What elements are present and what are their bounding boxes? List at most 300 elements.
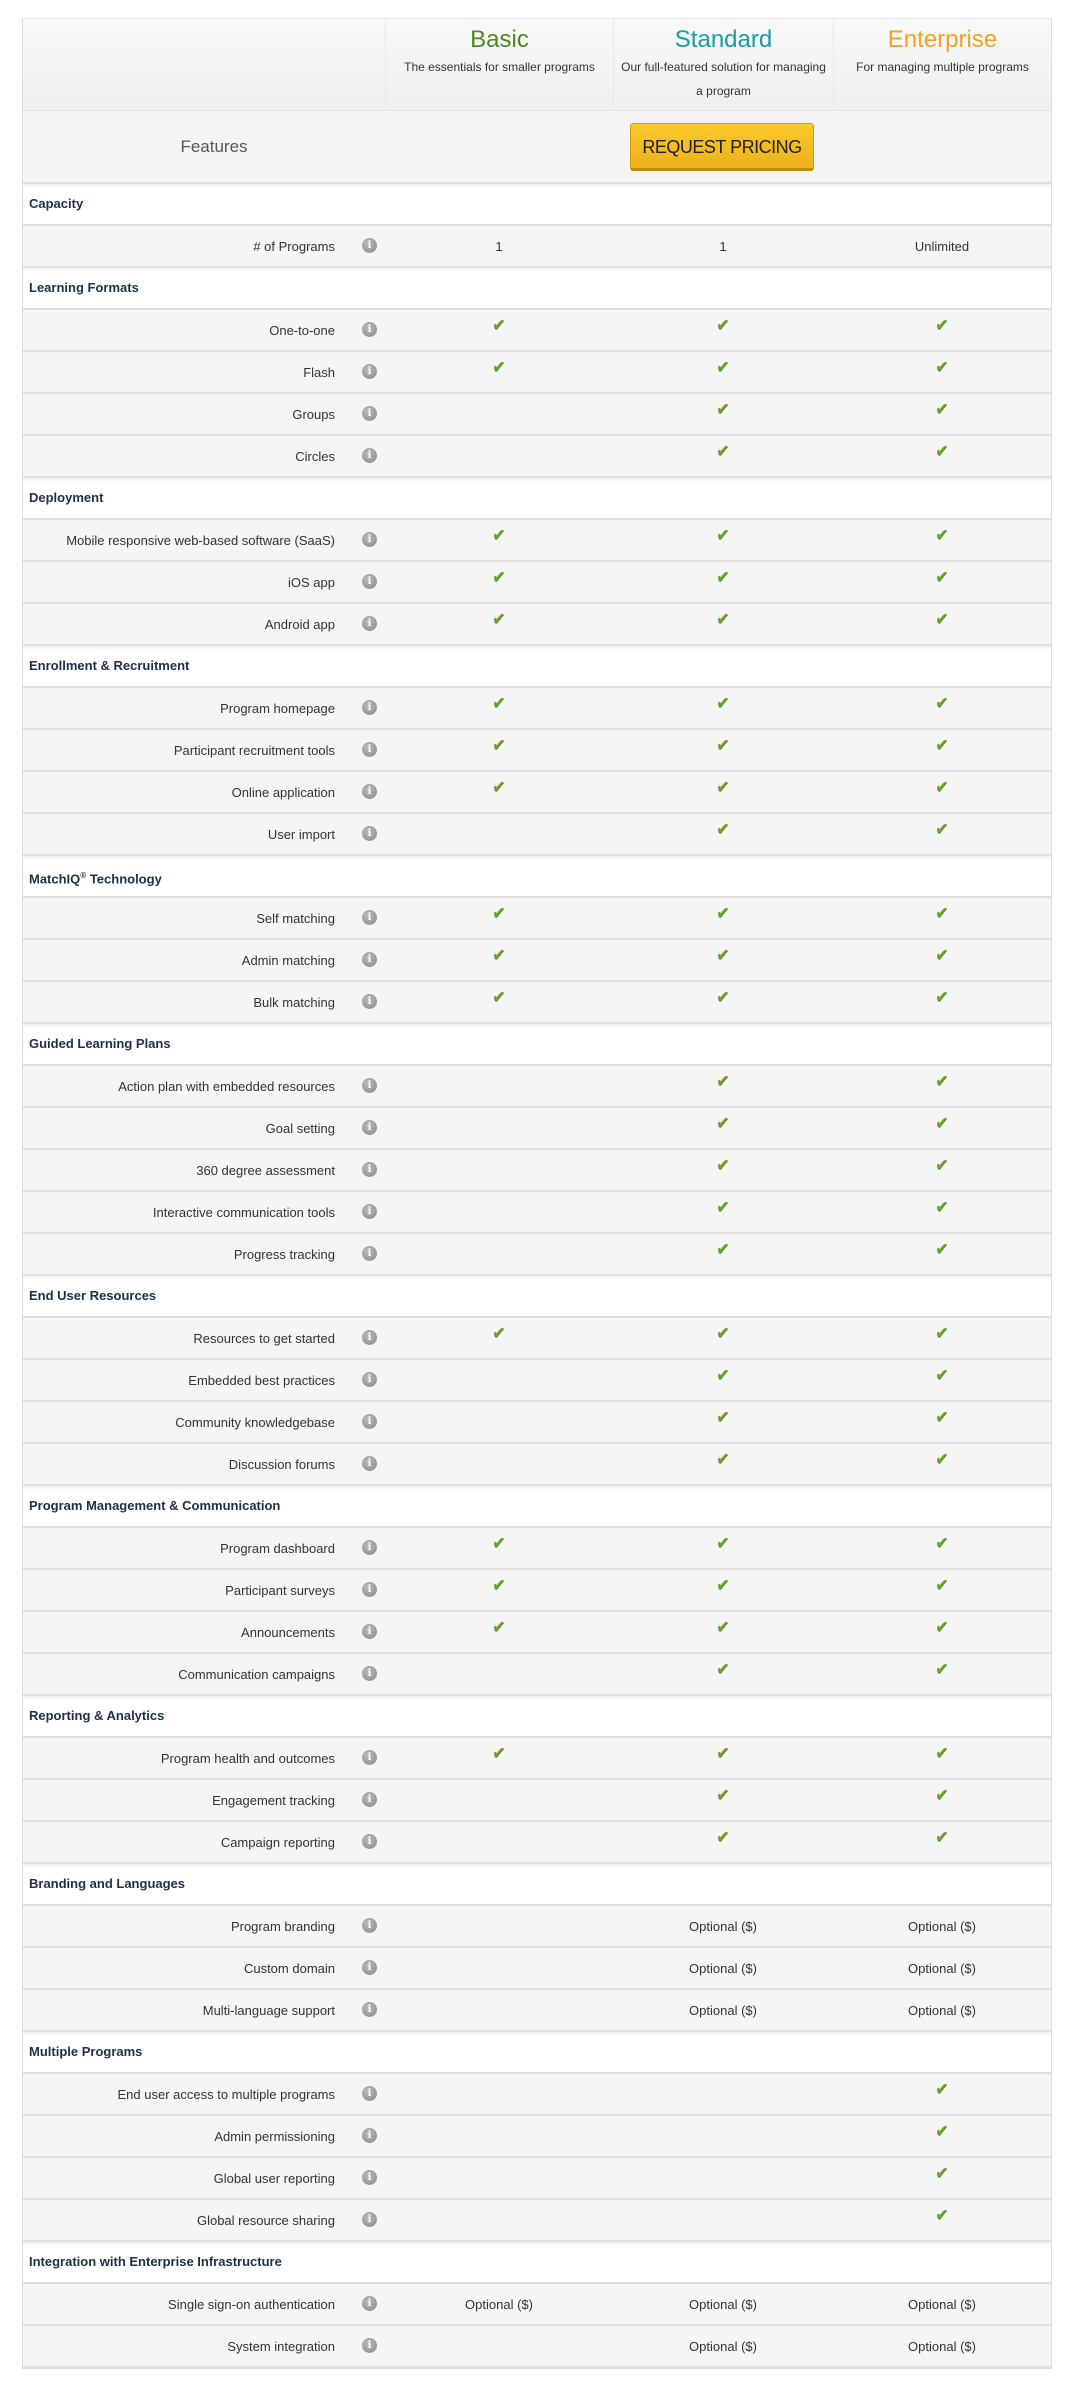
- plan-value-cell: [613, 569, 833, 592]
- plan-value-cell: [613, 1409, 833, 1432]
- features-row: [23, 110, 1051, 184]
- info-icon[interactable]: i: [362, 784, 377, 799]
- section-header: [23, 2032, 1051, 2074]
- plan-value-cell: [613, 905, 833, 928]
- feature-row: [23, 2158, 1051, 2200]
- feature-row: [23, 898, 1051, 940]
- feature-row: [23, 1738, 1051, 1780]
- info-icon[interactable]: i: [362, 448, 377, 463]
- plan-value-cell: [833, 1787, 1051, 1810]
- checkmark-icon: ✔: [935, 1115, 949, 1132]
- plan-value-cell: [833, 2003, 1051, 2018]
- feature-label-cell: [23, 2339, 385, 2354]
- info-icon[interactable]: i: [362, 1960, 377, 1975]
- plan-value-cell: [613, 947, 833, 970]
- plan-value-cell: [833, 2297, 1051, 2312]
- checkmark-icon: ✔: [716, 1325, 730, 1342]
- checkmark-icon: ✔: [935, 1829, 949, 1846]
- info-icon[interactable]: i: [362, 1078, 377, 1093]
- checkmark-icon: ✔: [492, 1745, 506, 1762]
- plan-value-cell: [385, 317, 613, 340]
- feature-label-cell: [23, 1121, 385, 1136]
- checkmark-icon: ✔: [492, 947, 506, 964]
- info-icon[interactable]: i: [362, 826, 377, 841]
- feature-row: [23, 2284, 1051, 2326]
- plan-value-cell: [613, 989, 833, 1012]
- feature-label-cell: [23, 1331, 385, 1346]
- section-title: Program Management & Communication: [29, 1498, 281, 1513]
- info-icon[interactable]: i: [362, 742, 377, 757]
- checkmark-icon: ✔: [716, 1115, 730, 1132]
- plan-value-cell: [613, 1535, 833, 1558]
- plan-value-cell: [833, 1577, 1051, 1600]
- plan-value: Optional ($): [908, 2002, 976, 2018]
- feature-label: iOS app: [288, 574, 335, 590]
- info-icon[interactable]: i: [362, 2128, 377, 2143]
- info-icon[interactable]: i: [362, 1624, 377, 1639]
- info-icon[interactable]: i: [362, 910, 377, 925]
- plan-value-cell: [833, 1409, 1051, 1432]
- feature-label-cell: [23, 1583, 385, 1598]
- plan-value: Optional ($): [908, 1918, 976, 1934]
- section-header: [23, 1024, 1051, 1066]
- checkmark-icon: ✔: [716, 1577, 730, 1594]
- checkmark-icon: ✔: [492, 1619, 506, 1636]
- checkmark-icon: ✔: [716, 569, 730, 586]
- plan-value: 1: [495, 238, 503, 254]
- feature-label: Campaign reporting: [220, 1834, 335, 1850]
- plan-value-cell: [613, 1325, 833, 1348]
- checkmark-icon: ✔: [716, 695, 730, 712]
- checkmark-icon: ✔: [716, 1409, 730, 1426]
- section-title: Integration with Enterprise Infrastructure: [29, 2254, 282, 2269]
- feature-label-cell: [23, 827, 385, 842]
- feature-label-cell: [23, 953, 385, 968]
- feature-row: [23, 1234, 1051, 1276]
- plan-value-cell: [613, 317, 833, 340]
- plan-value-cell: [385, 2297, 613, 2312]
- feature-row: [23, 1444, 1051, 1486]
- section-header: [23, 2242, 1051, 2284]
- feature-label: Program branding: [230, 1918, 335, 1934]
- plan-value-cell: [833, 1157, 1051, 1180]
- info-icon[interactable]: i: [362, 2086, 377, 2101]
- section-header: [23, 1486, 1051, 1528]
- feature-row: [23, 1948, 1051, 1990]
- feature-label: Self matching: [256, 910, 335, 926]
- feature-label-cell: [23, 1373, 385, 1388]
- info-icon[interactable]: i: [362, 1792, 377, 1807]
- info-icon[interactable]: i: [362, 406, 377, 421]
- feature-label: Resources to get started: [193, 1330, 335, 1346]
- feature-label: Engagement tracking: [212, 1792, 335, 1808]
- feature-row: [23, 940, 1051, 982]
- info-icon[interactable]: i: [362, 1246, 377, 1261]
- section-header: [23, 478, 1051, 520]
- plan-value-cell: [385, 239, 613, 254]
- info-icon[interactable]: i: [362, 1414, 377, 1429]
- plan-value-cell: [833, 989, 1051, 1012]
- feature-label: End user access to multiple programs: [117, 2086, 335, 2102]
- checkmark-icon: ✔: [935, 1535, 949, 1552]
- feature-row: [23, 1528, 1051, 1570]
- plan-value-cell: [613, 1157, 833, 1180]
- plan-value-cell: [833, 239, 1051, 254]
- section-header: [23, 268, 1051, 310]
- plan-value-cell: [833, 317, 1051, 340]
- plan-value-cell: [833, 737, 1051, 760]
- checkmark-icon: ✔: [935, 611, 949, 628]
- section-title: End User Resources: [29, 1288, 157, 1303]
- checkmark-icon: ✔: [716, 1661, 730, 1678]
- feature-label-cell: [23, 743, 385, 758]
- checkmark-icon: ✔: [716, 1535, 730, 1552]
- info-icon[interactable]: i: [362, 1120, 377, 1135]
- feature-label-cell: [23, 2129, 385, 2144]
- checkmark-icon: ✔: [935, 443, 949, 460]
- checkmark-icon: ✔: [716, 821, 730, 838]
- plan-value-cell: [833, 2081, 1051, 2104]
- feature-row: [23, 1570, 1051, 1612]
- feature-label-cell: [23, 785, 385, 800]
- feature-row: [23, 1402, 1051, 1444]
- checkmark-icon: ✔: [935, 1157, 949, 1174]
- plan-value-cell: [833, 1115, 1051, 1138]
- info-icon[interactable]: i: [362, 700, 377, 715]
- feature-label-cell: [23, 575, 385, 590]
- checkmark-icon: ✔: [935, 1451, 949, 1468]
- plan-value-cell: [613, 737, 833, 760]
- info-icon[interactable]: i: [362, 994, 377, 1009]
- plan-value-cell: [385, 1619, 613, 1642]
- feature-label: One-to-one: [269, 322, 335, 338]
- checkmark-icon: ✔: [492, 1325, 506, 1342]
- feature-row: [23, 436, 1051, 478]
- info-icon[interactable]: i: [362, 322, 377, 337]
- plan-value-cell: [613, 821, 833, 844]
- plan-value-cell: [613, 611, 833, 634]
- feature-row: [23, 772, 1051, 814]
- feature-label: Mobile responsive web-based software (SaaS): [66, 532, 335, 548]
- feature-label: Global resource sharing: [196, 2212, 335, 2228]
- checkmark-icon: ✔: [716, 1199, 730, 1216]
- info-icon[interactable]: i: [362, 2170, 377, 2185]
- checkmark-icon: ✔: [492, 611, 506, 628]
- feature-row: [23, 1822, 1051, 1864]
- plan-value-cell: [833, 2207, 1051, 2230]
- checkmark-icon: ✔: [935, 1577, 949, 1594]
- plan-value-cell: [833, 1919, 1051, 1934]
- section-header: [23, 1696, 1051, 1738]
- feature-row: [23, 2116, 1051, 2158]
- feature-label: Android app: [264, 616, 335, 632]
- feature-row: [23, 1318, 1051, 1360]
- info-icon[interactable]: i: [362, 1540, 377, 1555]
- checkmark-icon: ✔: [935, 1409, 949, 1426]
- feature-row: [23, 730, 1051, 772]
- info-icon[interactable]: i: [362, 1162, 377, 1177]
- checkmark-icon: ✔: [935, 401, 949, 418]
- checkmark-icon: ✔: [716, 1451, 730, 1468]
- plan-value-cell: [385, 989, 613, 1012]
- checkmark-icon: ✔: [716, 611, 730, 628]
- checkmark-icon: ✔: [935, 821, 949, 838]
- section-header: [23, 1276, 1051, 1318]
- feature-label: Community knowledgebase: [175, 1414, 335, 1430]
- feature-label: 360 degree assessment: [196, 1162, 335, 1178]
- feature-row: [23, 1066, 1051, 1108]
- feature-label: Multi-language support: [202, 2002, 335, 2018]
- plan-value-cell: [833, 1745, 1051, 1768]
- plan-value-cell: [385, 905, 613, 928]
- feature-label: Communication campaigns: [178, 1666, 335, 1682]
- info-icon[interactable]: i: [362, 616, 377, 631]
- feature-row: [23, 1654, 1051, 1696]
- feature-label: Circles: [295, 448, 335, 464]
- section-title: Guided Learning Plans: [29, 1036, 171, 1051]
- feature-row: [23, 520, 1051, 562]
- plan-value-cell: [613, 1241, 833, 1264]
- plan-value-cell: [385, 1535, 613, 1558]
- features-label: Features: [180, 136, 248, 156]
- plan-value-cell: [833, 611, 1051, 634]
- info-icon[interactable]: i: [362, 952, 377, 967]
- checkmark-icon: ✔: [935, 2123, 949, 2140]
- plan-value: Optional ($): [908, 2338, 976, 2354]
- feature-label: # of Programs: [253, 238, 335, 254]
- plan-value: Optional ($): [908, 2296, 976, 2312]
- plan-value-cell: [833, 1961, 1051, 1976]
- feature-label-cell: [23, 2213, 385, 2228]
- feature-row: [23, 688, 1051, 730]
- feature-label-cell: [23, 1961, 385, 1976]
- checkmark-icon: ✔: [935, 527, 949, 544]
- plan-value-cell: [833, 1241, 1051, 1264]
- checkmark-icon: ✔: [492, 695, 506, 712]
- request-pricing-button[interactable]: REQUEST PRICING: [630, 123, 814, 171]
- checkmark-icon: ✔: [492, 527, 506, 544]
- info-icon[interactable]: i: [362, 2296, 377, 2311]
- feature-row: [23, 1150, 1051, 1192]
- checkmark-icon: ✔: [716, 1367, 730, 1384]
- feature-row: [23, 562, 1051, 604]
- checkmark-icon: ✔: [716, 1241, 730, 1258]
- feature-label-cell: [23, 1751, 385, 1766]
- feature-row: [23, 226, 1051, 268]
- section-header: [23, 1864, 1051, 1906]
- plan-value-cell: [833, 905, 1051, 928]
- checkmark-icon: ✔: [716, 401, 730, 418]
- feature-row: [23, 1612, 1051, 1654]
- plan-value-cell: [613, 2003, 833, 2018]
- plan-value-cell: [385, 1745, 613, 1768]
- checkmark-icon: ✔: [492, 1577, 506, 1594]
- checkmark-icon: ✔: [716, 527, 730, 544]
- plan-value-cell: [833, 2123, 1051, 2146]
- info-icon[interactable]: i: [362, 1330, 377, 1345]
- feature-label: Participant recruitment tools: [173, 742, 335, 758]
- feature-row: [23, 1780, 1051, 1822]
- plan-value-cell: [613, 1367, 833, 1390]
- feature-row: [23, 1906, 1051, 1948]
- checkmark-icon: ✔: [716, 1787, 730, 1804]
- plan-value: Unlimited: [914, 238, 970, 254]
- info-icon[interactable]: i: [362, 1750, 377, 1765]
- feature-row: [23, 1192, 1051, 1234]
- plan-value-cell: [613, 1073, 833, 1096]
- plan-value-cell: [833, 1325, 1051, 1348]
- info-icon[interactable]: i: [362, 1456, 377, 1471]
- plan-value-cell: [385, 779, 613, 802]
- feature-label: Groups: [292, 406, 335, 422]
- plan-value-cell: [833, 359, 1051, 382]
- feature-label: Progress tracking: [233, 1246, 335, 1262]
- plan-value: Optional ($): [689, 2002, 757, 2018]
- feature-label: Interactive communication tools: [152, 1204, 335, 1220]
- feature-label: Bulk matching: [253, 994, 335, 1010]
- info-icon[interactable]: i: [362, 1666, 377, 1681]
- feature-label-cell: [23, 1415, 385, 1430]
- info-icon[interactable]: i: [362, 1582, 377, 1597]
- plan-value-cell: [613, 695, 833, 718]
- info-icon[interactable]: i: [362, 1918, 377, 1933]
- plan-value-cell: [613, 1115, 833, 1138]
- plan-value-cell: [613, 2339, 833, 2354]
- plan-value-cell: [613, 779, 833, 802]
- feature-label-cell: [23, 701, 385, 716]
- info-icon[interactable]: i: [362, 2212, 377, 2227]
- checkmark-icon: ✔: [716, 737, 730, 754]
- plan-value-cell: [833, 821, 1051, 844]
- feature-label-cell: [23, 1457, 385, 1472]
- feature-label: Flash: [303, 364, 335, 380]
- plan-value-cell: [613, 1661, 833, 1684]
- feature-label-cell: [23, 323, 385, 338]
- plan-value-cell: [833, 779, 1051, 802]
- feature-row: [23, 1990, 1051, 2032]
- info-icon[interactable]: i: [362, 532, 377, 547]
- feature-sections: [23, 184, 1051, 2368]
- info-icon[interactable]: i: [362, 1372, 377, 1387]
- checkmark-icon: ✔: [716, 1073, 730, 1090]
- plan-value-cell: [833, 1367, 1051, 1390]
- section-title: Capacity: [29, 196, 84, 211]
- checkmark-icon: ✔: [935, 1367, 949, 1384]
- checkmark-icon: ✔: [935, 1241, 949, 1258]
- info-icon[interactable]: i: [362, 1204, 377, 1219]
- feature-label-cell: [23, 2297, 385, 2312]
- feature-label-cell: [23, 2003, 385, 2018]
- feature-row: [23, 982, 1051, 1024]
- checkmark-icon: ✔: [716, 1745, 730, 1762]
- plan-value-cell: [613, 2297, 833, 2312]
- plan-value-cell: [613, 1787, 833, 1810]
- plan-value-cell: [385, 737, 613, 760]
- checkmark-icon: ✔: [935, 317, 949, 334]
- checkmark-icon: ✔: [935, 779, 949, 796]
- feature-label: Single sign-on authentication: [168, 2296, 335, 2312]
- plan-value-cell: [833, 1199, 1051, 1222]
- feature-label-cell: [23, 617, 385, 632]
- plans-header: [23, 18, 1051, 110]
- info-icon[interactable]: i: [362, 238, 377, 253]
- plan-value: Optional ($): [689, 2338, 757, 2354]
- plan-value-cell: [613, 239, 833, 254]
- checkmark-icon: ✔: [716, 443, 730, 460]
- plan-value-cell: [613, 1829, 833, 1852]
- feature-label-cell: [23, 1205, 385, 1220]
- info-icon[interactable]: i: [362, 364, 377, 379]
- plan-value-cell: [833, 569, 1051, 592]
- checkmark-icon: ✔: [935, 1199, 949, 1216]
- feature-label: Program dashboard: [220, 1540, 335, 1556]
- checkmark-icon: ✔: [716, 317, 730, 334]
- checkmark-icon: ✔: [716, 1619, 730, 1636]
- checkmark-icon: ✔: [935, 2207, 949, 2224]
- feature-label-cell: [23, 1625, 385, 1640]
- plan-standard: [613, 19, 833, 110]
- pricing-comparison-table: [22, 18, 1052, 2369]
- info-icon[interactable]: i: [362, 2002, 377, 2017]
- feature-label-cell: [23, 1247, 385, 1262]
- checkmark-icon: ✔: [935, 1787, 949, 1804]
- section-header: [23, 184, 1051, 226]
- feature-label: Custom domain: [243, 1960, 335, 1976]
- plan-value-cell: [833, 527, 1051, 550]
- plan-value-cell: [613, 443, 833, 466]
- feature-label: Participant surveys: [225, 1582, 335, 1598]
- feature-label-cell: [23, 2171, 385, 2186]
- plan-value-cell: [613, 1745, 833, 1768]
- plan-value-cell: [833, 2165, 1051, 2188]
- checkmark-icon: ✔: [492, 905, 506, 922]
- plan-value-cell: [613, 527, 833, 550]
- feature-label: Program health and outcomes: [160, 1750, 335, 1766]
- info-icon[interactable]: i: [362, 1834, 377, 1849]
- checkmark-icon: ✔: [716, 947, 730, 964]
- checkmark-icon: ✔: [935, 905, 949, 922]
- info-icon[interactable]: i: [362, 574, 377, 589]
- checkmark-icon: ✔: [935, 695, 949, 712]
- plan-value: Optional ($): [908, 1960, 976, 1976]
- feature-row: [23, 604, 1051, 646]
- feature-label-cell: [23, 1541, 385, 1556]
- feature-label: User import: [267, 826, 335, 842]
- checkmark-icon: ✔: [935, 2081, 949, 2098]
- feature-row: [23, 2326, 1051, 2368]
- feature-label-cell: [23, 1919, 385, 1934]
- feature-row: [23, 814, 1051, 856]
- feature-label-cell: [23, 1667, 385, 1682]
- feature-label-cell: [23, 1079, 385, 1094]
- plan-value-cell: [833, 1619, 1051, 1642]
- plan-value-cell: [385, 1325, 613, 1348]
- plan-value: Optional ($): [689, 1918, 757, 1934]
- info-icon[interactable]: i: [362, 2338, 377, 2353]
- plan-value: Optional ($): [689, 1960, 757, 1976]
- plan-description: The essentials for smaller programs: [404, 60, 595, 74]
- header-spacer: [23, 19, 385, 110]
- feature-row: [23, 310, 1051, 352]
- plan-name: Basic: [470, 26, 529, 53]
- plan-value-cell: [833, 1073, 1051, 1096]
- feature-label: Action plan with embedded resources: [118, 1078, 335, 1094]
- feature-row: [23, 394, 1051, 436]
- plan-value-cell: [833, 695, 1051, 718]
- section-title: Reporting & Analytics: [29, 1708, 165, 1723]
- plan-value-cell: [613, 401, 833, 424]
- checkmark-icon: ✔: [492, 317, 506, 334]
